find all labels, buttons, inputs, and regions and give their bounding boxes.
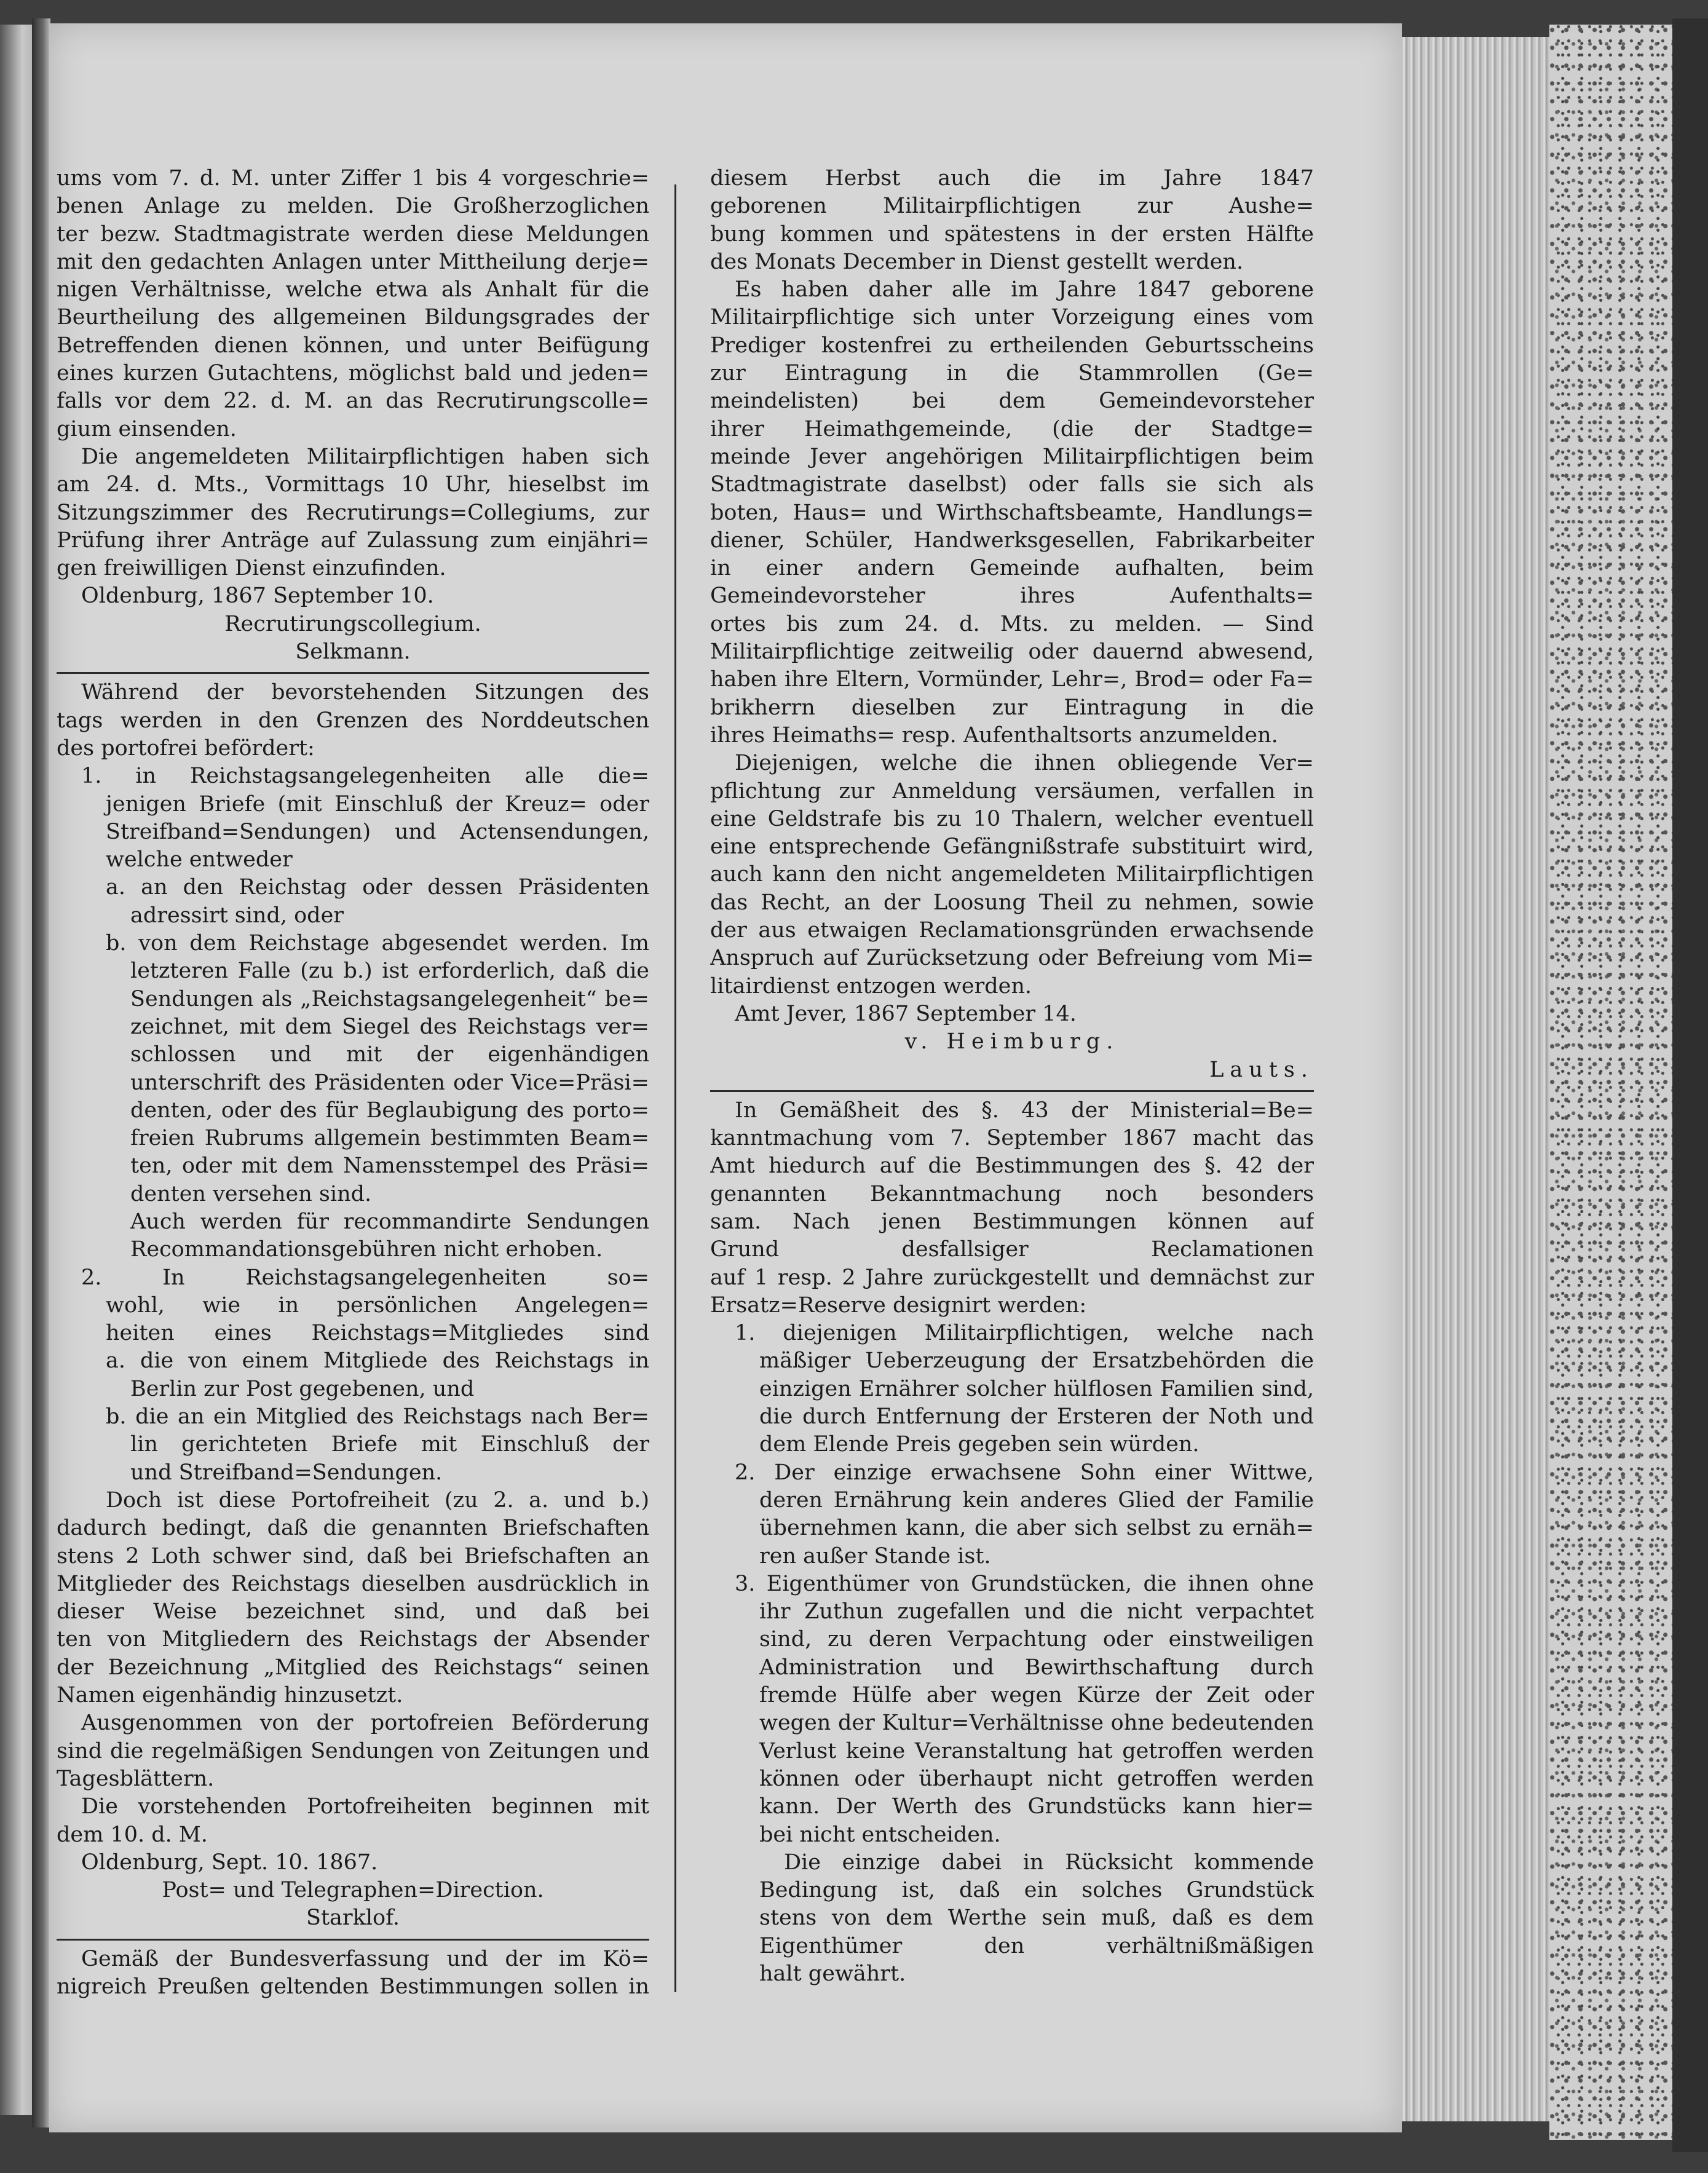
- text-line: auf 1 resp. 2 Jahre zurückgestellt und demnächst zur: [710, 1265, 1314, 1290]
- text-line: stens von dem Werthe sein muß, daß es dem: [759, 1906, 1314, 1931]
- text-line: in einer andern Gemeinde aufhalten, beim: [710, 556, 1314, 581]
- list-item: b. die an ein Mitglied des Reichstags nach Ber=: [106, 1404, 649, 1430]
- text-line: dem 10. d. M.: [57, 1822, 208, 1847]
- text-line: auch kann den nicht angemeldeten Militairpflichtigen: [710, 862, 1314, 887]
- list-item: 1. diejenigen Militairpflichtigen, welche nach: [735, 1321, 1314, 1346]
- text-line: Die einzige dabei in Rücksicht kommende: [784, 1850, 1314, 1875]
- text-line: zur Eintragung in die Stammrollen (Ge=: [710, 361, 1314, 386]
- text-line: sind, zu deren Verpachtung oder einstweiligen: [759, 1627, 1314, 1652]
- list-item: a. die von einem Mitgliede des Reichstags in: [106, 1348, 649, 1374]
- text-line: brikherrn dieselben zur Eintragung in die: [710, 695, 1314, 720]
- list-item: 1. in Reichstagsangelegenheiten alle die=: [81, 764, 649, 789]
- list-item: 2. In Reichstagsangelegenheiten so=: [81, 1265, 649, 1290]
- section-rule: [57, 672, 649, 674]
- text-line: Militairpflichtige sich unter Vorzeigung eines vom: [710, 305, 1314, 330]
- text-line: sam. Nach jenen Bestimmungen können auf: [710, 1209, 1314, 1234]
- text-line: Verlust keine Veranstaltung hat getroffen werden: [759, 1738, 1314, 1763]
- text-line: adressirt sind, oder: [130, 903, 344, 928]
- text-line: litairdienst entzogen werden.: [710, 973, 1032, 999]
- text-line: welche entweder: [106, 847, 293, 873]
- text-line: Gemeindevorsteher ihres Aufenthalts=: [710, 584, 1314, 609]
- text-line: Prüfung ihrer Anträge auf Zulassung zum einjähri=: [57, 528, 649, 553]
- speckled-book-cover: [1549, 25, 1672, 2140]
- text-line: Betreffenden dienen können, und unter Beifügung: [57, 333, 649, 358]
- text-line: Ausgenommen von der portofreien Beförderung: [81, 1711, 649, 1736]
- text-line: Administration und Bewirthschaftung durch: [759, 1655, 1314, 1680]
- text-line: zeichnet, mit dem Siegel des Reichstags ver=: [130, 1014, 649, 1039]
- signature: Lauts.: [1209, 1057, 1314, 1082]
- text-line: boten, Haus= und Wirthschaftsbeamte, Handlungs=: [710, 500, 1314, 525]
- text-line: ten von Mitgliedern des Reichstags der Absender: [57, 1627, 649, 1652]
- text-line: heiten eines Reichstags=Mitgliedes sind: [106, 1321, 649, 1346]
- text-line: nigreich Preußen geltenden Bestimmungen sollen in: [57, 1974, 649, 1999]
- text-line: Amt hiedurch auf die Bestimmungen des §. 42 der: [710, 1154, 1314, 1179]
- text-line: des Monats December in Dienst gestellt werden.: [710, 249, 1244, 274]
- text-line: Tagesblättern.: [57, 1766, 215, 1791]
- text-line: eines kurzen Gutachtens, möglichst bald und jeden=: [57, 361, 649, 386]
- text-line: bei nicht entscheiden.: [759, 1822, 1001, 1847]
- text-line: Sendungen als „Reichstagsangelegenheit“ be=: [130, 986, 649, 1011]
- text-line: deren Ernährung kein anderes Glied der Familie: [759, 1487, 1314, 1513]
- text-line: stens 2 Loth schwer sind, daß bei Briefschaften an: [57, 1543, 649, 1569]
- text-line: am 24. d. Mts., Vormittags 10 Uhr, hieselbst im: [57, 472, 649, 497]
- text-line: Ersatz=Reserve designirt werden:: [710, 1292, 1087, 1318]
- text-line: halt gewährt.: [759, 1961, 906, 1986]
- text-line: übernehmen kann, die aber sich selbst zu ernäh=: [759, 1516, 1314, 1541]
- list-item: 3. Eigenthümer von Grundstücken, die ihnen ohne: [735, 1571, 1314, 1596]
- place-date: Oldenburg, Sept. 10. 1867.: [81, 1850, 378, 1875]
- text-line: sind die regelmäßigen Sendungen von Zeitungen und: [57, 1738, 649, 1763]
- text-line: gium einsenden.: [57, 416, 237, 441]
- text-line: Bedingung ist, daß ein solches Grundstück: [759, 1878, 1314, 1903]
- text-line: Namen eigenhändig hinzusetzt.: [57, 1683, 403, 1708]
- text-line: meindelisten) bei dem Gemeindevorsteher: [710, 389, 1314, 414]
- text-line: denten, oder des für Beglaubigung des porto=: [130, 1098, 649, 1123]
- issuer: Post= und Telegraphen=Direction.: [162, 1878, 544, 1903]
- text-line: kanntmachung vom 7. September 1867 macht das: [710, 1126, 1314, 1151]
- text-line: diesem Herbst auch die im Jahre 1847: [710, 166, 1314, 191]
- text-line: gen freiwilligen Dienst einzufinden.: [57, 556, 446, 581]
- issuer: Recrutirungscollegium.: [224, 611, 481, 636]
- text-line: Es haben daher alle im Jahre 1847 geborene: [735, 277, 1314, 303]
- text-line: letzteren Falle (zu b.) ist erforderlich, daß die: [130, 959, 649, 984]
- text-line: ihr Zuthun zugefallen und die nicht verpachtet: [759, 1599, 1314, 1625]
- text-line: ihrer Heimathgemeinde, (die der Stadtge=: [710, 416, 1314, 441]
- signature: Starklof.: [306, 1906, 400, 1931]
- place-date: Oldenburg, 1867 September 10.: [81, 584, 434, 609]
- text-line: eine Geldstrafe bis zu 10 Thalern, welcher eventuell: [710, 806, 1314, 831]
- text-line: Militairpflichtige zeitweilig oder dauernd abwesend,: [710, 639, 1314, 665]
- text-line: denten versehen sind.: [130, 1181, 372, 1206]
- text-line: lin gerichteten Briefe mit Einschluß der: [130, 1432, 649, 1457]
- text-line: kann. Der Werth des Grundstücks kann hier=: [759, 1794, 1314, 1819]
- notice-conscription-1847: [57, 1945, 649, 2001]
- text-line: Die angemeldeten Militairpflichtigen haben sich: [81, 444, 649, 469]
- text-line: die durch Entfernung der Ersteren der Noth und: [759, 1404, 1314, 1430]
- text-line: Während der bevorstehenden Sitzungen des: [81, 680, 649, 705]
- text-line: Eigenthümer den verhältnißmäßigen: [759, 1933, 1314, 1958]
- text-line: falls vor dem 22. d. M. an das Recrutirungscolle=: [57, 389, 649, 414]
- text-line: einzigen Ernährer solcher hülflosen Familien sind,: [759, 1376, 1314, 1401]
- text-line: ihres Heimaths= resp. Aufenthaltsorts anzumelden.: [710, 722, 1278, 748]
- text-line: jenigen Briefe (mit Einschluß der Kreuz= oder: [106, 791, 649, 817]
- list-item: b. von dem Reichstage abgesendet werden. Im: [106, 931, 649, 956]
- page-stack-edges: [1402, 37, 1549, 2121]
- text-line: der Bezeichnung „Mitglied des Reichstags“ seinen: [57, 1655, 649, 1680]
- book-gutter: [32, 18, 50, 2127]
- section-rule: [57, 1939, 649, 1941]
- text-line: können oder überhaupt nicht getroffen werden: [759, 1766, 1314, 1791]
- text-line: dieser Weise bezeichnet sind, und daß bei: [57, 1599, 649, 1625]
- text-line: ortes bis zum 24. d. Mts. zu melden. — Sind: [710, 611, 1314, 636]
- text-line: eine entsprechende Gefängnißstrafe substituirt wird,: [710, 834, 1314, 860]
- text-line: Doch ist diese Portofreiheit (zu 2. a. und b.): [106, 1487, 649, 1513]
- text-line: dadurch bedingt, daß die genannten Briefschaften: [57, 1516, 649, 1541]
- text-line: Auch werden für recommandirte Sendungen: [130, 1209, 649, 1234]
- text-line: pflichtung zur Anmeldung versäumen, verfallen in: [710, 778, 1314, 804]
- text-line: wegen der Kultur=Verhältnisse ohne bedeutenden: [759, 1711, 1314, 1736]
- text-line: meinde Jever angehörigen Militairpflichtigen beim: [710, 444, 1314, 469]
- text-line: ums vom 7. d. M. unter Ziffer 1 bis 4 vorgeschrie=: [57, 166, 649, 191]
- signature: Selkmann.: [295, 639, 411, 665]
- text-line: dem Elende Preis gegeben sein würden.: [759, 1432, 1200, 1457]
- text-line: mäßiger Ueberzeugung der Ersatzbehörden die: [759, 1348, 1314, 1374]
- text-line: Beurtheilung des allgemeinen Bildungsgrades der: [57, 305, 649, 330]
- text-line: geborenen Militairpflichtigen zur Aushe=: [710, 194, 1314, 219]
- text-line: wohl, wie in persönlichen Angelegen=: [106, 1292, 649, 1318]
- text-line: diener, Schüler, Handwerksgesellen, Fabrikarbeiter: [710, 528, 1314, 553]
- left-column: [57, 165, 649, 2001]
- text-line: ren außer Stande ist.: [759, 1543, 991, 1569]
- text-line: freien Rubrums allgemein bestimmten Beam=: [130, 1126, 649, 1151]
- text-line: mit den gedachten Anlagen unter Mittheilung derje=: [57, 249, 649, 274]
- notice-conscription-1847-continued: [710, 165, 1314, 1084]
- book-cover-edge: [1672, 18, 1708, 2152]
- text-line: In Gemäßheit des §. 43 der Ministerial=Be=: [735, 1098, 1314, 1123]
- right-column: [710, 165, 1314, 1988]
- text-line: fremde Hülfe aber wegen Kürze der Zeit oder: [759, 1683, 1314, 1708]
- notice-reclamation-provisions: [710, 1097, 1314, 1989]
- signature: v. Heimburg.: [904, 1029, 1120, 1055]
- text-line: Sitzungszimmer des Recrutirungs=Collegiums, zur: [57, 500, 649, 525]
- text-line: Grund desfallsiger Reclamationen: [710, 1237, 1314, 1262]
- text-line: Gemäß der Bundesverfassung und der im Kö=: [81, 1946, 649, 1971]
- section-rule: [710, 1090, 1314, 1092]
- column-divider: [674, 184, 676, 1992]
- text-line: Recommandationsgebühren nicht erhoben.: [130, 1237, 603, 1262]
- list-item: 2. Der einzige erwachsene Sohn einer Wittwe,: [735, 1460, 1314, 1485]
- list-item: a. an den Reichstag oder dessen Präsidenten: [106, 875, 649, 900]
- text-line: und Streifband=Sendungen.: [130, 1460, 443, 1485]
- text-line: unterschrift des Präsidenten oder Vice=Präsi=: [130, 1070, 649, 1095]
- text-line: Streifband=Sendungen) und Actensendungen,: [106, 819, 649, 844]
- previous-page-edge: [0, 25, 32, 2115]
- text-line: ten, oder mit dem Namensstempel des Präsi=: [130, 1154, 649, 1179]
- text-line: haben ihre Eltern, Vormünder, Lehr=, Brod= oder Fa=: [710, 667, 1314, 692]
- notice-recruitment-registration: [57, 165, 649, 666]
- text-line: des portofrei befördert:: [57, 735, 315, 761]
- text-line: das Recht, an der Loosung Theil zu nehmen, sowie: [710, 890, 1314, 915]
- text-line: nigen Verhältnisse, welche etwa als Anhalt für die: [57, 277, 649, 303]
- text-line: Mitglieder des Reichstags dieselben ausdrücklich in: [57, 1571, 649, 1596]
- text-line: Anspruch auf Zurücksetzung oder Befreiung vom Mi=: [710, 946, 1314, 971]
- text-line: ter bezw. Stadtmagistrate werden diese Meldungen: [57, 221, 649, 247]
- text-line: Stadtmagistrate daselbst) oder falls sie sich als: [710, 472, 1314, 497]
- text-line: tags werden in den Grenzen des Norddeutschen: [57, 708, 649, 733]
- text-line: bung kommen und spätestens in der ersten Hälfte: [710, 221, 1314, 247]
- text-line: der aus etwaigen Reclamationsgründen erwachsende: [710, 918, 1314, 943]
- text-line: schlossen und mit der eigenhändigen: [130, 1042, 649, 1067]
- text-line: Die vorstehenden Portofreiheiten beginnen mit: [81, 1794, 649, 1819]
- text-line: Diejenigen, welche die ihnen obliegende Ver=: [735, 751, 1314, 776]
- text-line: Berlin zur Post gegebenen, und: [130, 1376, 475, 1401]
- text-line: benen Anlage zu melden. Die Großherzoglichen: [57, 194, 649, 219]
- notice-reichstag-postage: [57, 679, 649, 1932]
- text-line: genannten Bekanntmachung noch besonders: [710, 1181, 1314, 1206]
- place-date: Amt Jever, 1867 September 14.: [735, 1001, 1077, 1026]
- text-line: Prediger kostenfrei zu ertheilenden Geburtsscheins: [710, 333, 1314, 358]
